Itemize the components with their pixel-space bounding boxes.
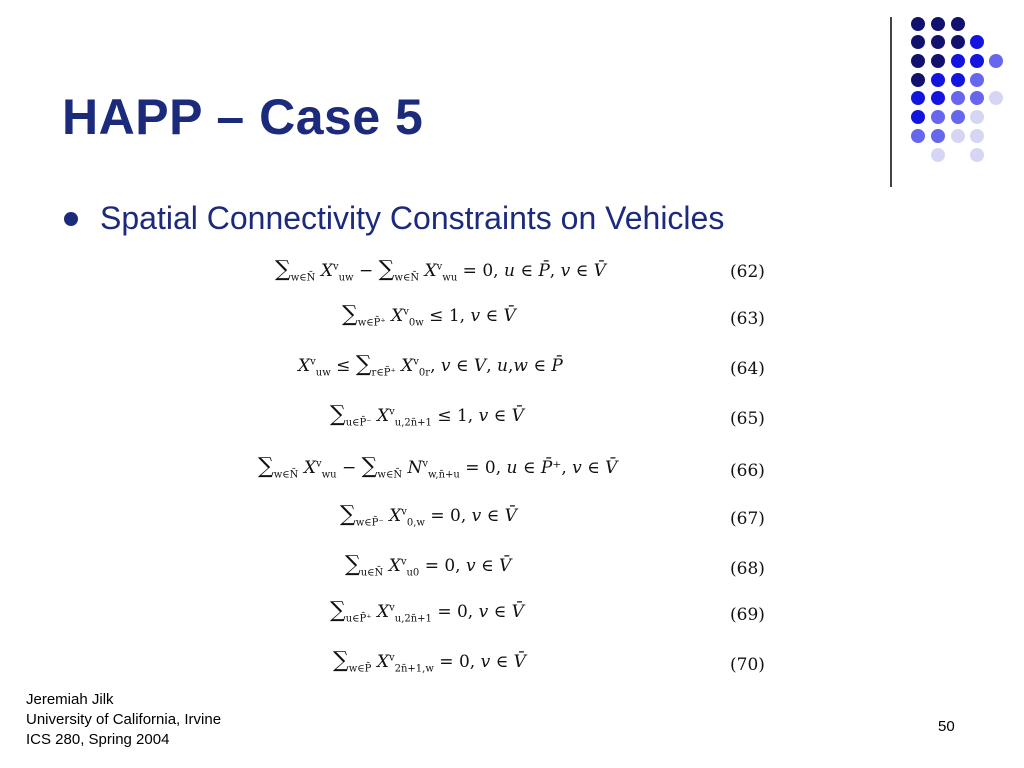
equation-64: $X^v_{uw} \le \sum_{r\in P̄^+}$ $X^v_{0r}$, v ∈ V, u,w ∈ P̄: [298, 352, 563, 379]
slide-footer: [26, 690, 221, 750]
equation-number-66: (66): [730, 461, 765, 481]
footer-course: ICS 280, Spring 2004: [26, 731, 170, 748]
footer-institution: University of California, Irvine: [26, 711, 222, 728]
equation-68: $\sum_{u\in N̄}$ $X^v_{u0} = 0$, v ∈ V̄: [345, 552, 512, 579]
page-number: 50: [938, 718, 955, 735]
equation-number-67: (67): [730, 509, 765, 529]
equation-number-68: (68): [730, 559, 765, 579]
equation-number-69: (69): [730, 605, 765, 625]
equation-63: $\sum_{w\in P̄^+}$ $X^v_{0w} \le 1$, v ∈ V̄: [342, 302, 516, 329]
equation-69: $\sum_{u\in P̄^+}$ $X^v_{u,2n̄+1} = 0$, v ∈ V̄: [330, 598, 524, 625]
footer-author: Jeremiah Jilk: [26, 691, 114, 708]
equation-67: $\sum_{w\in P̄^-}$ $X^v_{0,w} = 0$, v ∈ V̄: [340, 502, 517, 529]
equation-66: $\sum_{w\in N̄}$ $X^v_{wu} - \sum_{w\in N̄}$ $N^v_{w,n̄+u} = 0$, u ∈ P̄⁺, v ∈ V̄: [258, 454, 618, 481]
equation-number-65: (65): [730, 409, 765, 429]
equation-number-64: (64): [730, 359, 765, 379]
equation-number-62: (62): [730, 262, 765, 282]
slide-title: HAPP – Case 5: [62, 89, 424, 145]
equation-70: $\sum_{w\in P̄}$ $X^v_{2n̄+1,w} = 0$, v ∈ V̄: [333, 648, 526, 675]
equation-number-70: (70): [730, 655, 765, 675]
equation-62: $\sum_{w\in N̄}$ $X^v_{uw} - \sum_{w\in N̄}$ $X^v_{wu} = 0$, u ∈ P̄, v ∈ V̄: [275, 257, 606, 284]
equation-65: $\sum_{u\in P̄^-}$ $X^v_{u,2n̄+1} \le 1$, v ∈ V̄: [330, 402, 524, 429]
equation-number-63: (63): [730, 309, 765, 329]
bullet-text: Spatial Connectivity Constraints on Vehicles: [100, 200, 725, 236]
